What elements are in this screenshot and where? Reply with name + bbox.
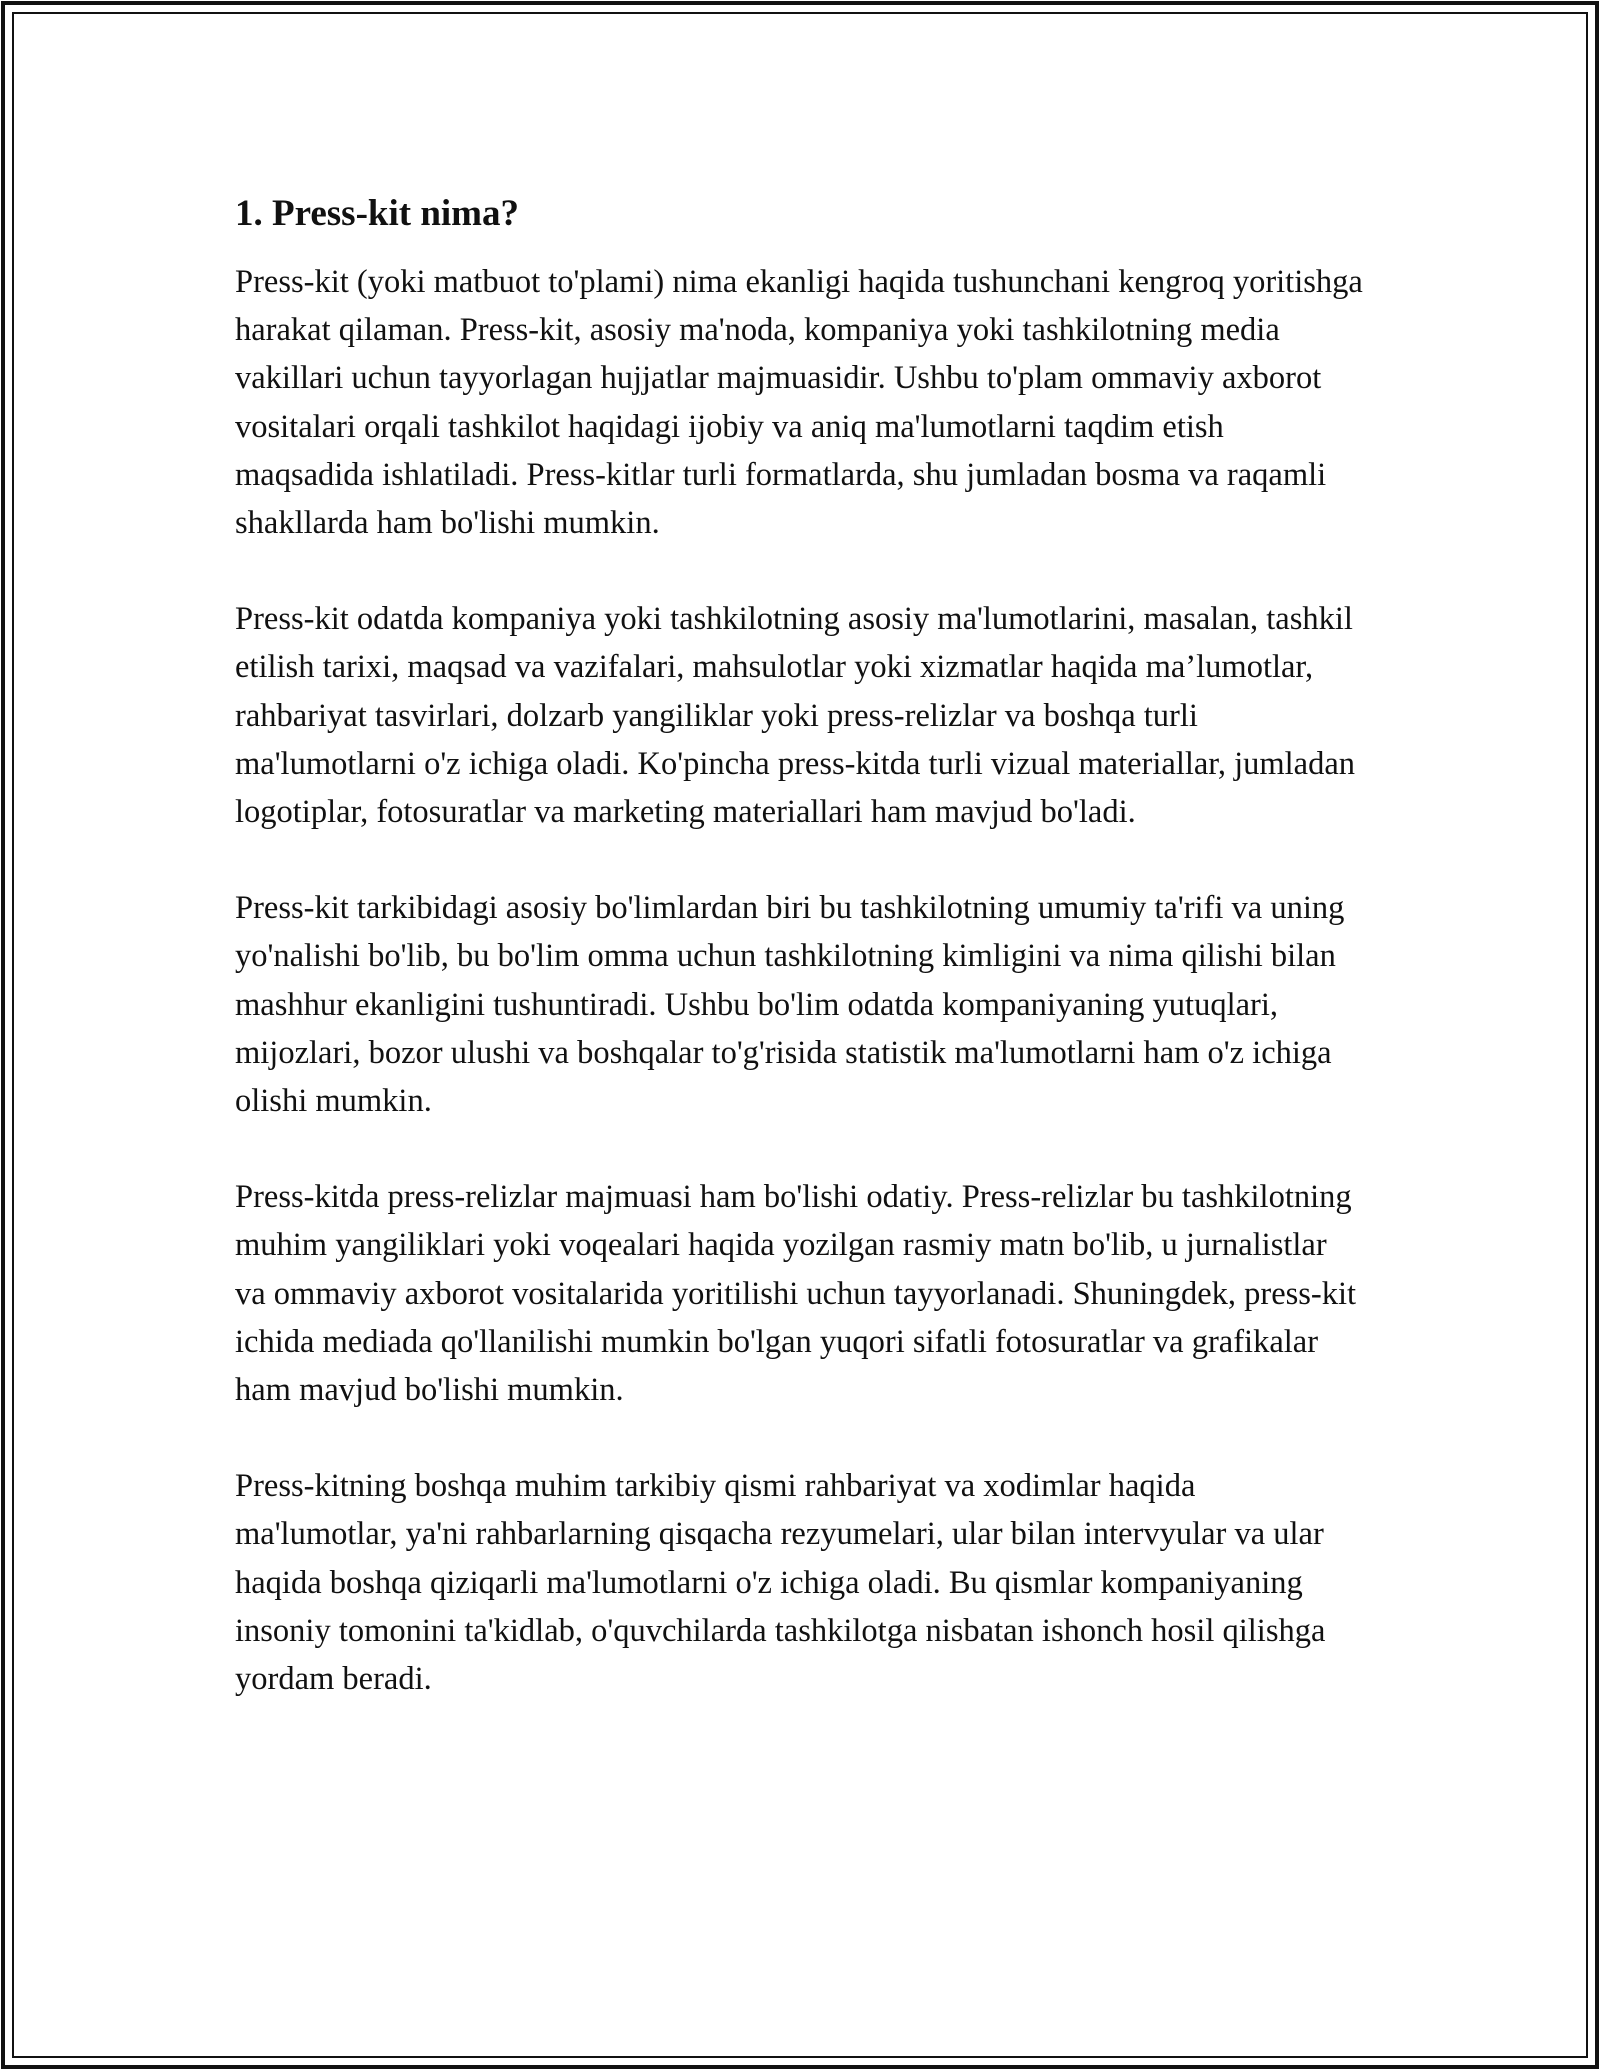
paragraph-2: Press-kit odatda kompaniya yoki tashkilotning asosiy ma'lumotlarini, masalan, tashkil etilish tarixi, maqsad va vazifalari, mahsulotlar yoki xizmatlar haqida ma’lumotlar, rahbariyat tasvirlari, dolzarb yangiliklar yoki press-relizlar va boshqa turli ma'lumotlarni o'z ichiga oladi. Ko'pincha press-kitda turli vizual materiallar, jumladan logotiplar, fotosuratlar va marketing materiallari ham mavjud bo'ladi. bbox=[235, 601, 1356, 831]
section-heading: 1. Press-kit nima? bbox=[235, 193, 520, 234]
paragraph-1: Press-kit (yoki matbuot to'plami) nima ekanligi haqida tushunchani kengroq yoritishga harakat qilaman. Press-kit, asosiy ma'noda, kompaniya yoki tashkilotning media vakillari uchun tayyorlagan hujjatlar majmuasidir. Ushbu to'plam ommaviy axborot vositalari orqali tashkilot haqidagi ijobiy va aniq ma'lumotlarni taqdim etish maqsadida ishlatiladi. Press-kitlar turli formatlarda, shu jumladan bosma va raqamli shakllarda ham bo'lishi mumkin. bbox=[235, 264, 1363, 542]
paragraph-3: Press-kit tarkibidagi asosiy bo'limlardan biri bu tashkilotning umumiy ta'rifi va uning yo'nalishi bo'lib, bu bo'lim omma uchun tashkilotning kimligini va nima qilishi bilan mashhur ekanligini tushuntiradi. Ushbu bo'lim odatda kompaniyaning yutuqlari, mijozlari, bozor ulushi va boshqalar to'g'risida statistik ma'lumotlarni ham o'z ichiga olishi mumkin. bbox=[235, 890, 1345, 1120]
paragraph-5: Press-kitning boshqa muhim tarkibiy qismi rahbariyat va xodimlar haqida ma'lumotlar, ya'ni rahbarlarning qisqacha rezyumelari, ular bilan intervyular va ular haqida boshqa qiziqarli ma'lumotlarni o'z ichiga oladi. Bu qismlar kompaniyaning insoniy tomonini ta'kidlab, o'quvchilarda tashkilotga nisbatan ishonch hosil qilishga yordam beradi. bbox=[235, 1468, 1326, 1698]
paragraph-4: Press-kitda press-relizlar majmuasi ham bo'lishi odatiy. Press-relizlar bu tashkilotning muhim yangiliklari yoki voqealari haqida yozilgan rasmiy matn bo'lib, u jurnalistlar va ommaviy axborot vositalarida yoritilishi uchun tayyorlanadi. Shuningdek, press-kit ichida mediada qo'llanilishi mumkin bo'lgan yuqori sifatli fotosuratlar va grafikalar ham mavjud bo'lishi mumkin. bbox=[235, 1179, 1357, 1409]
document-body bbox=[235, 188, 1365, 1703]
